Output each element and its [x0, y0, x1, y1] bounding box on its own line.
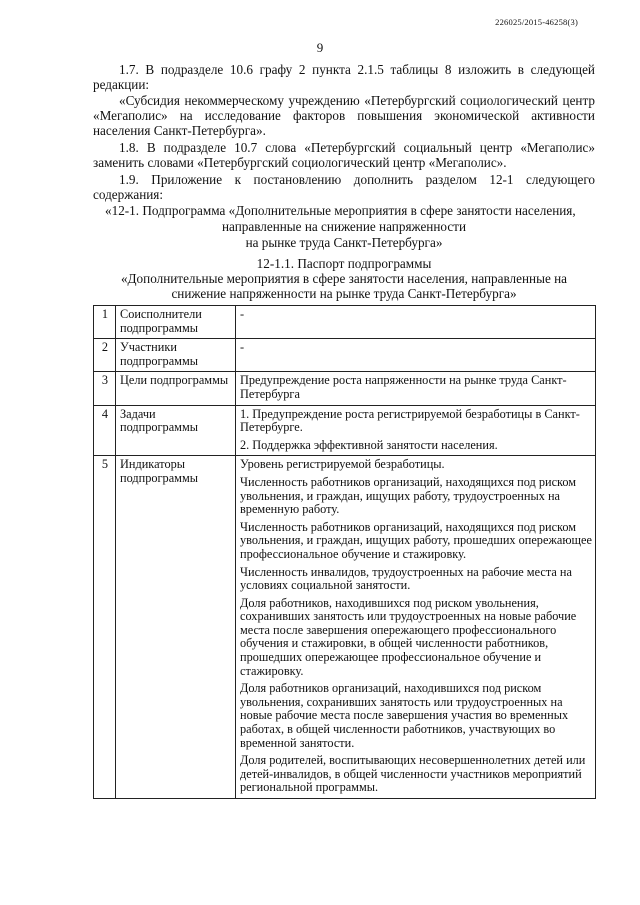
- value-text: -: [240, 340, 245, 355]
- page-number: 9: [316, 40, 324, 55]
- value-text: Уровень регистрируемой безработицы.: [240, 457, 445, 472]
- row-label: Соисполнители подпрограммы: [116, 306, 236, 339]
- row-number: 2: [94, 339, 116, 372]
- row-number: 3: [94, 372, 116, 405]
- value-text: Предупреждение роста напряженности на рынке труда Санкт-Петербурга: [240, 373, 567, 401]
- paragraph-1-7-quote: «Субсидия некоммерческому учреждению «Петербургский социологический центр «Мегаполис» на исследование факторов повышения экономической активности населения Санкт-Петербурга».: [93, 93, 595, 138]
- row-label: Цели подпрограммы: [116, 372, 236, 405]
- row-value: [236, 372, 596, 405]
- table-row: [94, 405, 596, 456]
- subprogram-title-line-2: направленные на снижение напряженности: [221, 219, 467, 234]
- passport-heading: 12-1.1. Паспорт подпрограммы: [256, 256, 432, 271]
- table-row: [94, 306, 596, 339]
- row-label: Задачи подпрограммы: [116, 405, 236, 456]
- table-row: [94, 372, 596, 405]
- subprogram-title-line-1: «12-1. Подпрограмма «Дополнительные мероприятия в сфере занятости населения,: [105, 203, 576, 218]
- paragraph-1-8: 1.8. В подразделе 10.7 слова «Петербургский социальный центр «Мегаполис» заменить словами «Петербургский социологический центр «Мегаполис».: [93, 140, 595, 170]
- document-id: 226025/2015-46258(3): [495, 17, 578, 27]
- value-text: Численность инвалидов, трудоустроенных на рабочие места на условиях социальной занятости.: [240, 564, 572, 593]
- value-text: Доля работников, находившихся под риском увольнения, сохранивших занятость или трудоустроенных на новые рабочие места после завершения опережающего профессионального обучения и стажировки, в общей численности работников, прошедших опережающее профессиональное обучение и стажировку.: [240, 595, 577, 678]
- table-row: [94, 339, 596, 372]
- paragraph-1-7: 1.7. В подразделе 10.6 графу 2 пункта 2.1.5 таблицы 8 изложить в следующей редакции:: [93, 62, 595, 92]
- value-text: -: [240, 307, 245, 321]
- passport-subheading: «Дополнительные мероприятия в сфере занятости населения, направленные на снижение напряженности на рынке труда Санкт-Петербурга»: [120, 271, 568, 301]
- value-text: 2. Поддержка эффективной занятости населения.: [240, 437, 498, 452]
- row-number: 5: [94, 456, 116, 799]
- row-number: 1: [94, 306, 116, 339]
- value-text: Численность работников организаций, находящихся под риском увольнения, и граждан, ищущих работу, прошедших опережающее профессиональное обучение и стажировку.: [240, 519, 592, 561]
- row-value: [236, 405, 596, 456]
- paragraph-1-9: 1.9. Приложение к постановлению дополнить разделом 12-1 следующего содержания:: [93, 172, 595, 202]
- row-value: [236, 456, 596, 799]
- passport-table: [93, 305, 596, 799]
- row-label: Индикаторы подпрограммы: [116, 456, 236, 799]
- subprogram-title-line-3: на рынке труда Санкт-Петербурга»: [245, 235, 443, 250]
- value-text: Численность работников организаций, находящихся под риском увольнения, и граждан, ищущих работу, трудоустроенных на временную работу.: [240, 474, 577, 517]
- row-value: [236, 339, 596, 372]
- value-text: 1. Предупреждение роста регистрируемой безработицы в Санкт-Петербурге.: [240, 406, 580, 435]
- row-value: [236, 306, 596, 339]
- row-number: 4: [94, 405, 116, 456]
- row-label: Участники подпрограммы: [116, 339, 236, 372]
- value-text: Доля родителей, воспитывающих несовершеннолетних детей или детей-инвалидов, в общей численности участников мероприятий региональной программы.: [240, 753, 586, 795]
- value-text: Доля работников организаций, находившихся под риском увольнения, сохранивших занятость или трудоустроенных на новые рабочие места после завершения участия во временных работах, в общей численности работников, участвующих во временной занятости.: [240, 681, 569, 750]
- table-row: [94, 456, 596, 799]
